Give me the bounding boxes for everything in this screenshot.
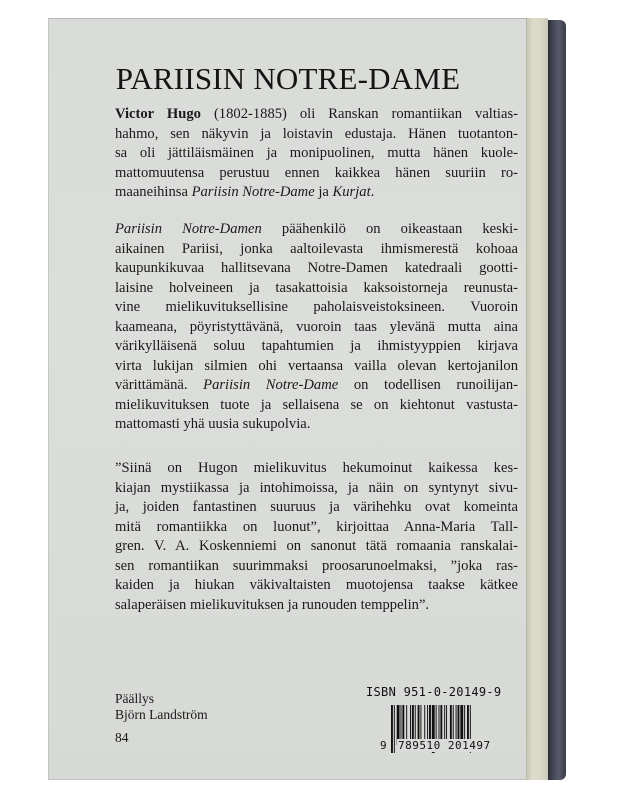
cover-hinge bbox=[526, 18, 548, 780]
text-line: gren. V. A. Koskenniemi on sanonut tätä romaania ranskalai- bbox=[115, 538, 518, 554]
author-paragraph bbox=[115, 105, 518, 203]
book-back-cover bbox=[48, 18, 566, 780]
text-line: laisine holveineen ja tasakattoisia kaksoistorneja reunusta- bbox=[115, 279, 518, 296]
text-line: sa oli jättiläismäinen ja monipuolinen, mutta hänen kuole- bbox=[115, 145, 518, 161]
text-line: ja, joiden fantastinen suuruus ja värihehku ovat komeinta bbox=[115, 499, 518, 515]
text-line: mattomasti yhä uusia sukupolvia. bbox=[115, 416, 311, 432]
text-line: maaneihinsa Pariisin Notre-Dame ja Kurjat. bbox=[115, 184, 375, 200]
cover-panel bbox=[48, 18, 526, 780]
text-line: aikainen Pariisi, jonka aaltoilevasta ihmismerestä kohoaa bbox=[115, 240, 518, 257]
text-line: kaupunkikuvaa hallitsevana Notre-Damen katedraali gootti- bbox=[115, 260, 518, 276]
text-line: kaiden ja hiukan väkivaltaisten muotojensa taakse kätkee bbox=[115, 577, 518, 593]
cover-credits bbox=[115, 691, 208, 723]
text-line: värittämänä. Pariisin Notre-Dame on todellisen runoilijan- bbox=[115, 377, 519, 393]
text-line: mitä romantiikka on luonut”, kirjoittaa Anna-Maria Tall- bbox=[115, 518, 518, 535]
book-spine bbox=[548, 20, 566, 780]
text-line: hahmo, sen näkyvin ja loistavin edustaja. Hänen tuotanton- bbox=[115, 125, 518, 142]
text-line: ”Siinä on Hugon mielikuvitus hekumoinut kaikessa kes- bbox=[115, 460, 518, 476]
text-line: vine mielikuvituksellisine paholaisveistoksineen. Vuoroin bbox=[115, 299, 518, 315]
synopsis-paragraph bbox=[115, 220, 518, 435]
text-line: salaperäisen mielikuvituksen ja runouden temppelin”. bbox=[115, 596, 430, 613]
text-line: sen romantiikan suurimmaksi proosarunoelmaksi, ”joka ras- bbox=[115, 557, 518, 574]
text-line: mattomuutensa perustuu ennen kaikkea hänen suuriin ro- bbox=[115, 164, 518, 181]
page-number: 84 bbox=[115, 730, 129, 745]
barcode-first-digit: 9 bbox=[380, 739, 387, 752]
credits-designer: Björn Landström bbox=[115, 707, 208, 722]
book-title: PARIISIN NOTRE-DAME bbox=[115, 61, 461, 96]
text-line: mielikuvituksen tuote ja sellaisena se on kiehtonut vastusta- bbox=[115, 396, 518, 413]
text-line: kiajan mystiikassa ja intohimoissa, ja näin on syntynyt sivu- bbox=[115, 479, 518, 496]
text-line: Victor Hugo (1802-1885) oli Ranskan romantiikan valtias- bbox=[115, 106, 518, 122]
barcode-digits: 789510 201497 bbox=[398, 739, 491, 752]
quote-paragraph bbox=[115, 459, 518, 615]
text-line: kaameana, pöyristyttävänä, vuoroin taas ylevänä mutta aina bbox=[115, 318, 518, 335]
text-line: Pariisin Notre-Damen päähenkilö on oikeastaan keski- bbox=[115, 221, 519, 237]
text-line: virta lukijan silmien ohi vertaansa vailla olevan kertojanilon bbox=[115, 357, 518, 374]
text-line: värikylläisenä soluu tapahtumien ja ihmistyyppien kirjava bbox=[115, 338, 518, 354]
isbn-text: ISBN 951-0-20149-9 bbox=[366, 685, 502, 699]
credits-label: Päällys bbox=[115, 691, 154, 706]
